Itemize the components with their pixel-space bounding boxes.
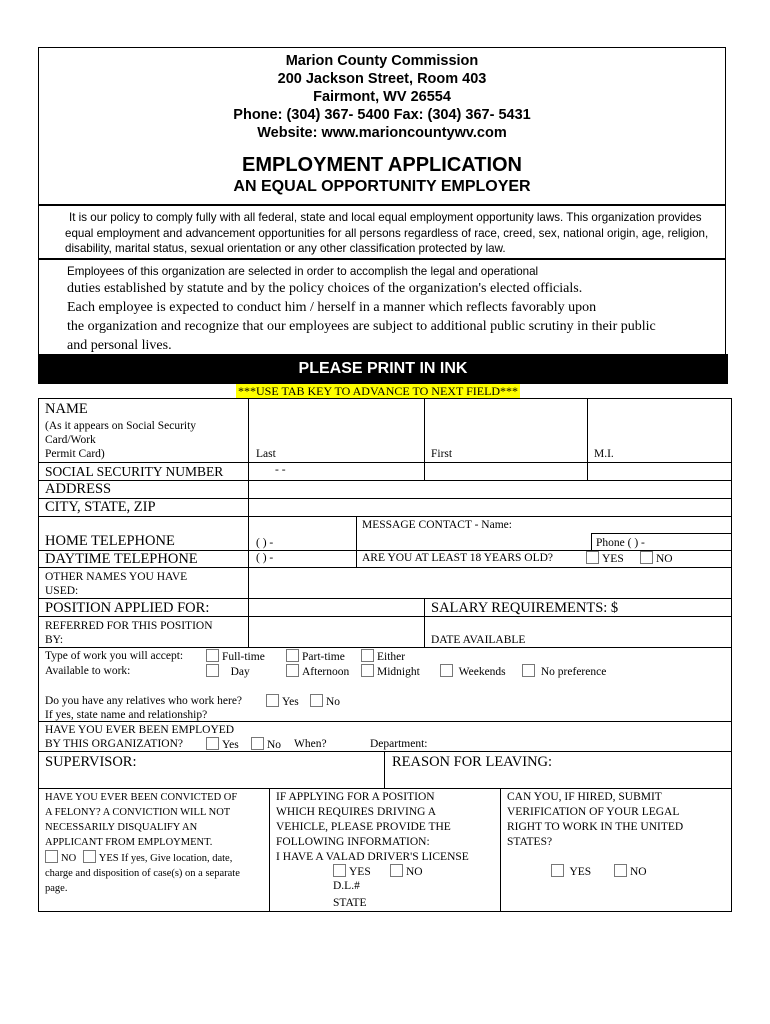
relatives-no-option[interactable]: No <box>310 694 340 709</box>
daytime-telephone-label: DAYTIME TELEPHONE <box>45 551 198 567</box>
conviction-question: HAVE YOU EVER BEEN CONVICTED OF A FELONY? A CONVICTION WILL NOT NECESSARILY DISQUALIFY AN APPLICANT FROM EMPLOYMENT. NO YES If yes, Give location, date, charge and disposition of case(s) on a separate page. <box>45 792 240 894</box>
day-option[interactable]: Day <box>206 664 250 679</box>
ssn-field[interactable]: - - <box>275 464 286 476</box>
name-note-3: Permit Card) <box>45 448 105 460</box>
work-type-label: Type of work you will accept: <box>45 650 184 662</box>
home-telephone-field[interactable]: ( ) - <box>256 537 274 549</box>
city-state-zip-field[interactable] <box>249 499 731 516</box>
license-no-checkbox[interactable] <box>390 864 403 877</box>
conviction-no-option[interactable]: NO <box>45 853 76 864</box>
conviction-yes-option[interactable]: YES If yes, Give location, date, <box>83 853 233 864</box>
header-box <box>38 47 726 205</box>
salary-label: SALARY REQUIREMENTS: $ <box>431 600 619 616</box>
employee-line-2: duties established by statute and by the policy choices of the organization's elected officials. <box>67 281 583 296</box>
other-names-field[interactable] <box>249 568 731 598</box>
first-label: First <box>431 448 453 460</box>
weekends-option[interactable]: Weekends <box>440 664 506 679</box>
dl-number-label: D.L.# <box>333 880 360 892</box>
license-yes-checkbox[interactable] <box>333 864 346 877</box>
age-yes-option[interactable]: YES <box>586 551 624 566</box>
when-label: When? <box>294 738 327 750</box>
relatives-yes-option[interactable]: Yes <box>266 694 299 709</box>
org-phone: Phone: (304) 367- 5400 Fax: (304) 367- 5431 <box>233 107 531 123</box>
relatives-no-checkbox[interactable] <box>310 694 323 707</box>
either-checkbox[interactable] <box>361 649 374 662</box>
name-label: NAME <box>45 401 88 417</box>
relatives-question: Do you have any relatives who work here? <box>45 695 243 707</box>
daytime-telephone-field[interactable]: ( ) - <box>256 552 274 564</box>
employed-yes-option[interactable]: Yes <box>206 737 239 752</box>
part-time-option[interactable]: Part-time <box>286 649 345 664</box>
day-checkbox[interactable] <box>206 664 219 677</box>
referred-label-1: REFERRED FOR THIS POSITION <box>45 620 213 632</box>
employee-line-5: and personal lives. <box>67 338 172 353</box>
address-field[interactable] <box>249 481 731 498</box>
page-title: EMPLOYMENT APPLICATION <box>242 154 522 176</box>
employed-yes-checkbox[interactable] <box>206 737 219 750</box>
relatives-yes-checkbox[interactable] <box>266 694 279 707</box>
conviction-no-checkbox[interactable] <box>45 850 58 863</box>
dl-state-label: STATE <box>333 897 367 909</box>
employed-label-1: HAVE YOU EVER BEEN EMPLOYED <box>45 724 235 736</box>
no-preference-option[interactable]: No preference <box>522 664 606 679</box>
afternoon-checkbox[interactable] <box>286 664 299 677</box>
verification-yes-checkbox[interactable] <box>551 864 564 877</box>
name-note-1: (As it appears on Social Security <box>45 420 197 432</box>
driving-question: IF APPLYING FOR A POSITION WHICH REQUIRES DRIVING A VEHICLE, PLEASE PROVIDE THE FOLLOWING INFORMATION: I HAVE A VALAD DRIVER'S LICENSE <box>276 791 469 863</box>
full-time-checkbox[interactable] <box>206 649 219 662</box>
relatives-note: If yes, state name and relationship? <box>45 709 208 721</box>
date-available-label: DATE AVAILABLE <box>431 634 526 646</box>
employee-line-3: Each employee is expected to conduct him / herself in a manner which reflects favorably upon <box>67 300 597 315</box>
other-names-label-1: OTHER NAMES YOU HAVE <box>45 571 188 583</box>
last-label: Last <box>256 448 276 460</box>
age-yes-checkbox[interactable] <box>586 551 599 564</box>
employee-line-1: Employees of this organization are selected in order to accomplish the legal and operational <box>67 265 539 278</box>
tab-key-note: ***USE TAB KEY TO ADVANCE TO NEXT FIELD*** <box>238 384 519 398</box>
org-street: 200 Jackson Street, Room 403 <box>277 71 487 87</box>
supervisor-label: SUPERVISOR: <box>45 754 137 770</box>
eeo-policy: It is our policy to comply fully with all federal, state and local equal employment opportunity laws. This organization provides equal employment and advancement opportunities for all persons regardless of race, creed, sex, national origin, age, religion, disability, marital status, sexual orientation or any other classification protected by law. <box>38 205 726 259</box>
org-website: Website: www.marioncountywv.com <box>257 125 507 141</box>
referred-field[interactable] <box>249 617 424 647</box>
mi-label: M.I. <box>594 448 614 460</box>
verification-yes-option[interactable]: YES <box>551 864 591 879</box>
message-contact-label: MESSAGE CONTACT - Name: <box>362 519 512 531</box>
full-time-option[interactable]: Full-time <box>206 649 265 664</box>
ssn-label: SOCIAL SECURITY NUMBER <box>45 464 224 479</box>
either-option[interactable]: Either <box>361 649 405 664</box>
employed-label-2: BY THIS ORGANIZATION? <box>45 738 183 750</box>
work-verification-question: CAN YOU, IF HIRED, SUBMIT VERIFICATION OF YOUR LEGAL RIGHT TO WORK IN THE UNITED STATES? <box>507 791 684 848</box>
position-label: POSITION APPLIED FOR: <box>45 600 210 616</box>
department-label: Department: <box>370 738 428 750</box>
address-label: ADDRESS <box>45 481 112 497</box>
part-time-checkbox[interactable] <box>286 649 299 662</box>
org-name: Marion County Commission <box>285 53 479 69</box>
available-to-work-label: Available to work: <box>45 665 131 677</box>
employed-no-checkbox[interactable] <box>251 737 264 750</box>
other-names-label-2: USED: <box>45 585 79 597</box>
referred-label-2: BY: <box>45 634 64 646</box>
print-in-ink-banner: PLEASE PRINT IN INK <box>38 354 728 384</box>
message-contact-phone[interactable]: Phone ( ) - <box>596 537 645 549</box>
afternoon-option[interactable]: Afternoon <box>286 664 349 679</box>
page-subtitle: AN EQUAL OPPORTUNITY EMPLOYER <box>233 178 531 195</box>
employee-line-4: the organization and recognize that our employees are subject to additional public scrutiny in their public <box>67 319 656 334</box>
employed-no-option[interactable]: No <box>251 737 281 752</box>
no-preference-checkbox[interactable] <box>522 664 535 677</box>
midnight-option[interactable]: Midnight <box>361 664 420 679</box>
name-note-2: Card/Work <box>45 434 96 446</box>
age-question: ARE YOU AT LEAST 18 YEARS OLD? <box>362 552 554 564</box>
home-telephone-label: HOME TELEPHONE <box>45 533 175 549</box>
position-field[interactable] <box>249 599 424 616</box>
conviction-yes-checkbox[interactable] <box>83 850 96 863</box>
org-city: Fairmont, WV 26554 <box>313 89 451 105</box>
license-yes-option[interactable]: YES <box>333 864 371 879</box>
weekends-checkbox[interactable] <box>440 664 453 677</box>
age-no-checkbox[interactable] <box>640 551 653 564</box>
license-no-option[interactable]: NO <box>390 864 423 879</box>
reason-for-leaving-label: REASON FOR LEAVING: <box>392 754 553 770</box>
city-state-zip-label: CITY, STATE, ZIP <box>45 499 156 515</box>
midnight-checkbox[interactable] <box>361 664 374 677</box>
employee-statement <box>38 259 726 354</box>
verification-no-option[interactable]: NO <box>614 864 647 879</box>
verification-no-checkbox[interactable] <box>614 864 627 877</box>
age-no-option[interactable]: NO <box>640 551 673 566</box>
